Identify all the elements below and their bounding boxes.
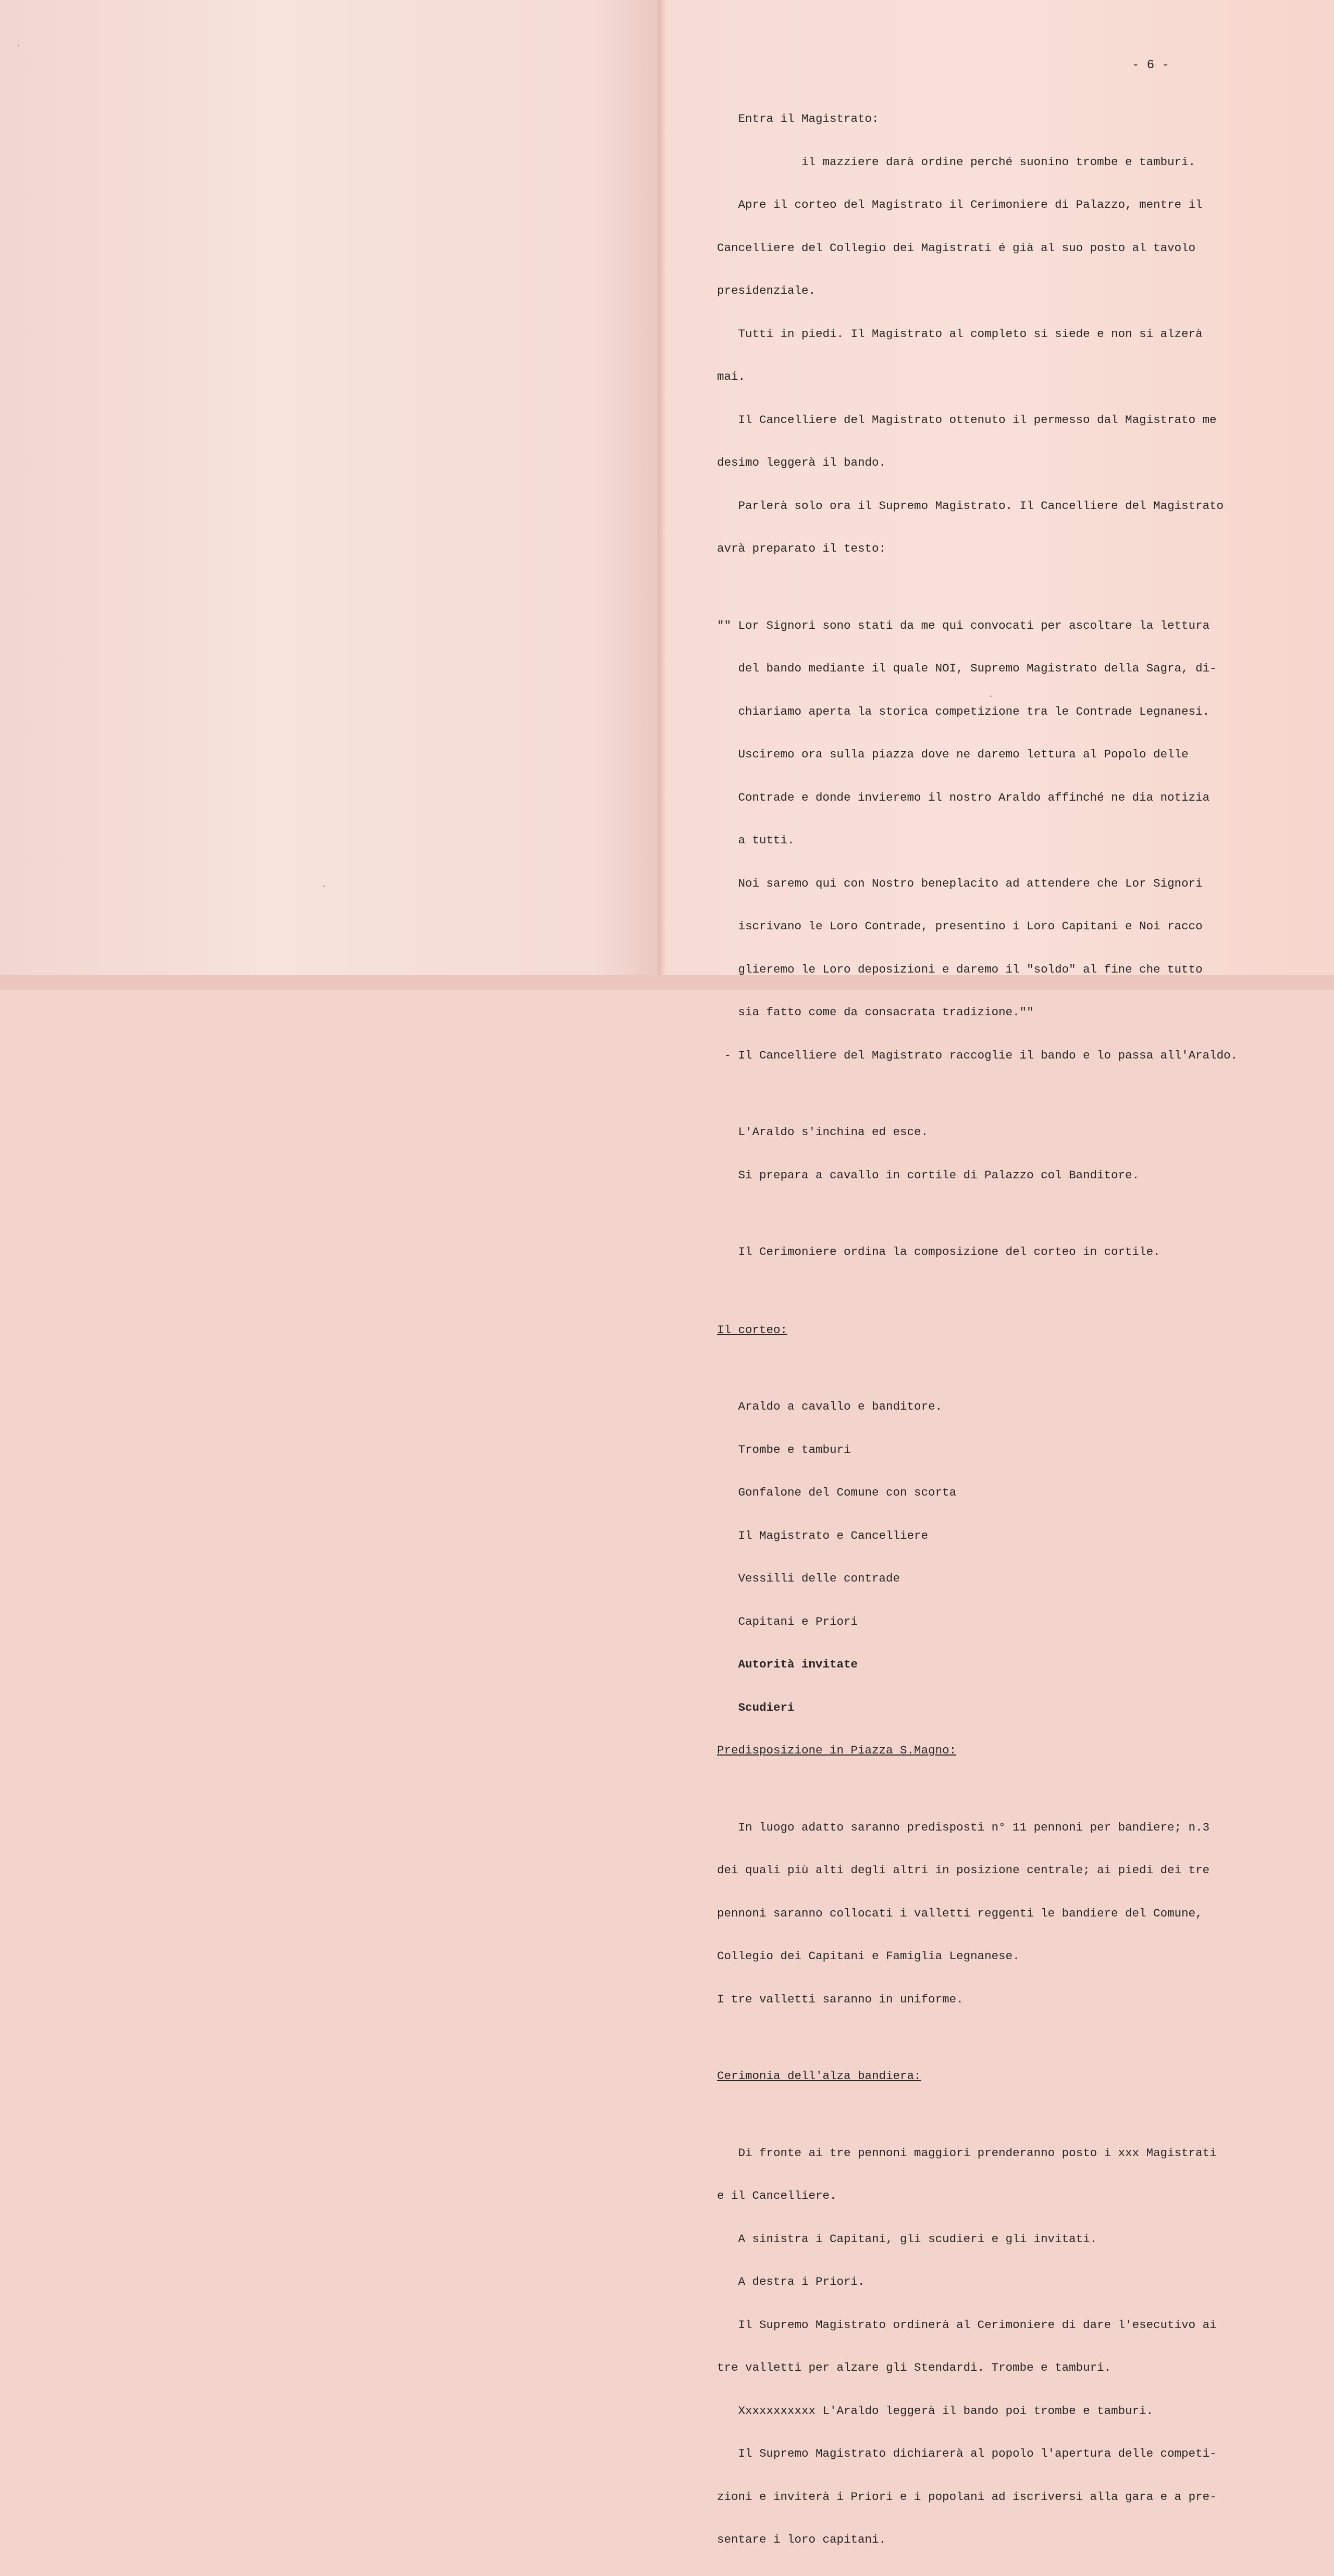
- text-line: Parlerà solo ora il Supremo Magistrato. Il Cancelliere del Magistrato: [717, 499, 1224, 513]
- text-line: Xxxxxxxxxxx L'Araldo leggerà il bando poi trombe e tamburi.: [717, 2404, 1154, 2418]
- text-line: Il Cerimoniere ordina la composizione del corteo in cortile.: [717, 1245, 1160, 1259]
- text-line: Si prepara a cavallo in cortile di Palazzo col Banditore.: [717, 1168, 1140, 1182]
- section-heading: Predisposizione in Piazza S.Magno:: [717, 1744, 957, 1757]
- text-line: glieremo le Loro deposizioni e daremo il "soldo" al fine che tutto: [717, 962, 1203, 976]
- text-line: mai.: [717, 370, 746, 383]
- text-line: Scudieri: [717, 1700, 795, 1714]
- line-gap: [717, 2035, 1238, 2040]
- text-line: Trombe e tamburi: [717, 1442, 851, 1457]
- text-line: iscrivano le Loro Contrade, presentino i Loro Capitani e Noi racco: [717, 919, 1203, 933]
- text-line: Capitani e Priori: [717, 1614, 858, 1628]
- line-gap: [717, 1288, 1238, 1295]
- text-line: chiariamo aperta la storica competizione tra le Contrade Legnanesi.: [717, 704, 1210, 718]
- text-line: Vessilli delle contrade: [717, 1572, 900, 1585]
- paper-speck: [323, 886, 325, 887]
- line-gap: [717, 585, 1238, 590]
- text-line: A sinistra i Capitani, gli scudieri e gli invitati.: [717, 2232, 1097, 2246]
- typed-text-block: [717, 83, 1238, 2576]
- text-line: I tre valletti saranno in uniforme.: [717, 1992, 964, 2006]
- text-line: Apre il corteo del Magistrato il Cerimoniere di Palazzo, mentre il: [717, 198, 1203, 211]
- text-line: Il Supremo Magistrato ordinerà al Cerimoniere di dare l'esecutivo ai: [717, 2318, 1217, 2332]
- text-line: desimo leggerà il bando.: [717, 456, 886, 469]
- text-line: Il Magistrato e Cancelliere: [717, 1528, 929, 1542]
- text-line: A destra i Priori.: [717, 2275, 865, 2288]
- line-gap: [717, 2112, 1238, 2118]
- left-page-blank: [0, 0, 661, 990]
- text-line: del bando mediante il quale NOI, Supremo Magistrato della Sagra, di-: [717, 662, 1217, 675]
- text-line: L'Araldo s'inchina ed esce.: [717, 1125, 929, 1139]
- line-gap: [717, 1091, 1238, 1097]
- text-line: sia fatto come da consacrata tradizione."": [717, 1005, 1034, 1019]
- text-line: Cancelliere del Collegio dei Magistrati é già al suo posto al tavolo: [717, 241, 1196, 255]
- text-line: Autorità invitate: [717, 1658, 858, 1671]
- line-gap: [717, 1787, 1238, 1792]
- text-line: il mazziere darà ordine perché suonino trombe e tamburi.: [717, 155, 1196, 169]
- text-line: a tutti.: [717, 833, 795, 847]
- text-line: "" Lor Signori sono stati da me qui convocati per ascoltare la lettura: [717, 618, 1210, 632]
- text-line: Il Cancelliere del Magistrato ottenuto il permesso dal Magistrato me: [717, 413, 1217, 427]
- text-line: Collegio dei Capitani e Famiglia Legnanese.: [717, 1949, 1020, 1963]
- text-line: Il Supremo Magistrato dichiarerà al popolo l'apertura delle competi-: [717, 2447, 1217, 2460]
- text-line: Entra il Magistrato:: [717, 112, 879, 126]
- text-line: Usciremo ora sulla piazza dove ne daremo lettura al Popolo delle: [717, 748, 1189, 761]
- line-gap: [717, 1366, 1238, 1371]
- section-heading: Cerimonia dell'alza bandiera:: [717, 2069, 921, 2083]
- text-line: Di fronte ai tre pennoni maggiori prenderanno posto i xxx Magistrati: [717, 2146, 1217, 2160]
- text-line: In luogo adatto saranno predisposti n° 11 pennoni per bandiere; n.3: [717, 1820, 1210, 1834]
- text-line: e il Cancelliere.: [717, 2189, 837, 2202]
- text-line: dei quali più alti degli altri in posizione centrale; ai piedi dei tre: [717, 1863, 1210, 1877]
- text-line: tre valletti per alzare gli Stendardi. Trombe e tamburi.: [717, 2361, 1111, 2374]
- text-line: zioni e inviterà i Priori e i popolani ad iscriversi alla gara e a pre-: [717, 2490, 1217, 2504]
- text-line: Araldo a cavallo e banditore.: [717, 1400, 943, 1413]
- text-line: presidenziale.: [717, 284, 816, 297]
- text-line: - Il Cancelliere del Magistrato raccoglie il bando e lo passa all'Araldo.: [717, 1048, 1238, 1062]
- paper-speck: [18, 45, 19, 46]
- text-line: Contrade e donde invieremo il nostro Araldo affinché ne dia notizia: [717, 790, 1210, 804]
- text-line: Gonfalone del Comune con scorta: [717, 1486, 957, 1499]
- text-line: Tutti in piedi. Il Magistrato al completo si siede e non si alzerà: [717, 327, 1203, 341]
- section-heading: Il corteo:: [717, 1323, 788, 1337]
- text-line: avrà preparato il testo:: [717, 542, 886, 555]
- line-gap: [717, 1211, 1238, 1216]
- page-number: - 6 -: [1132, 58, 1170, 72]
- text-line: sentare i loro capitani.: [717, 2533, 886, 2546]
- text-line: Noi saremo qui con Nostro beneplacito ad attendere che Lor Signori: [717, 876, 1203, 890]
- text-line: pennoni saranno collocati i valletti reggenti le bandiere del Comune,: [717, 1906, 1203, 1920]
